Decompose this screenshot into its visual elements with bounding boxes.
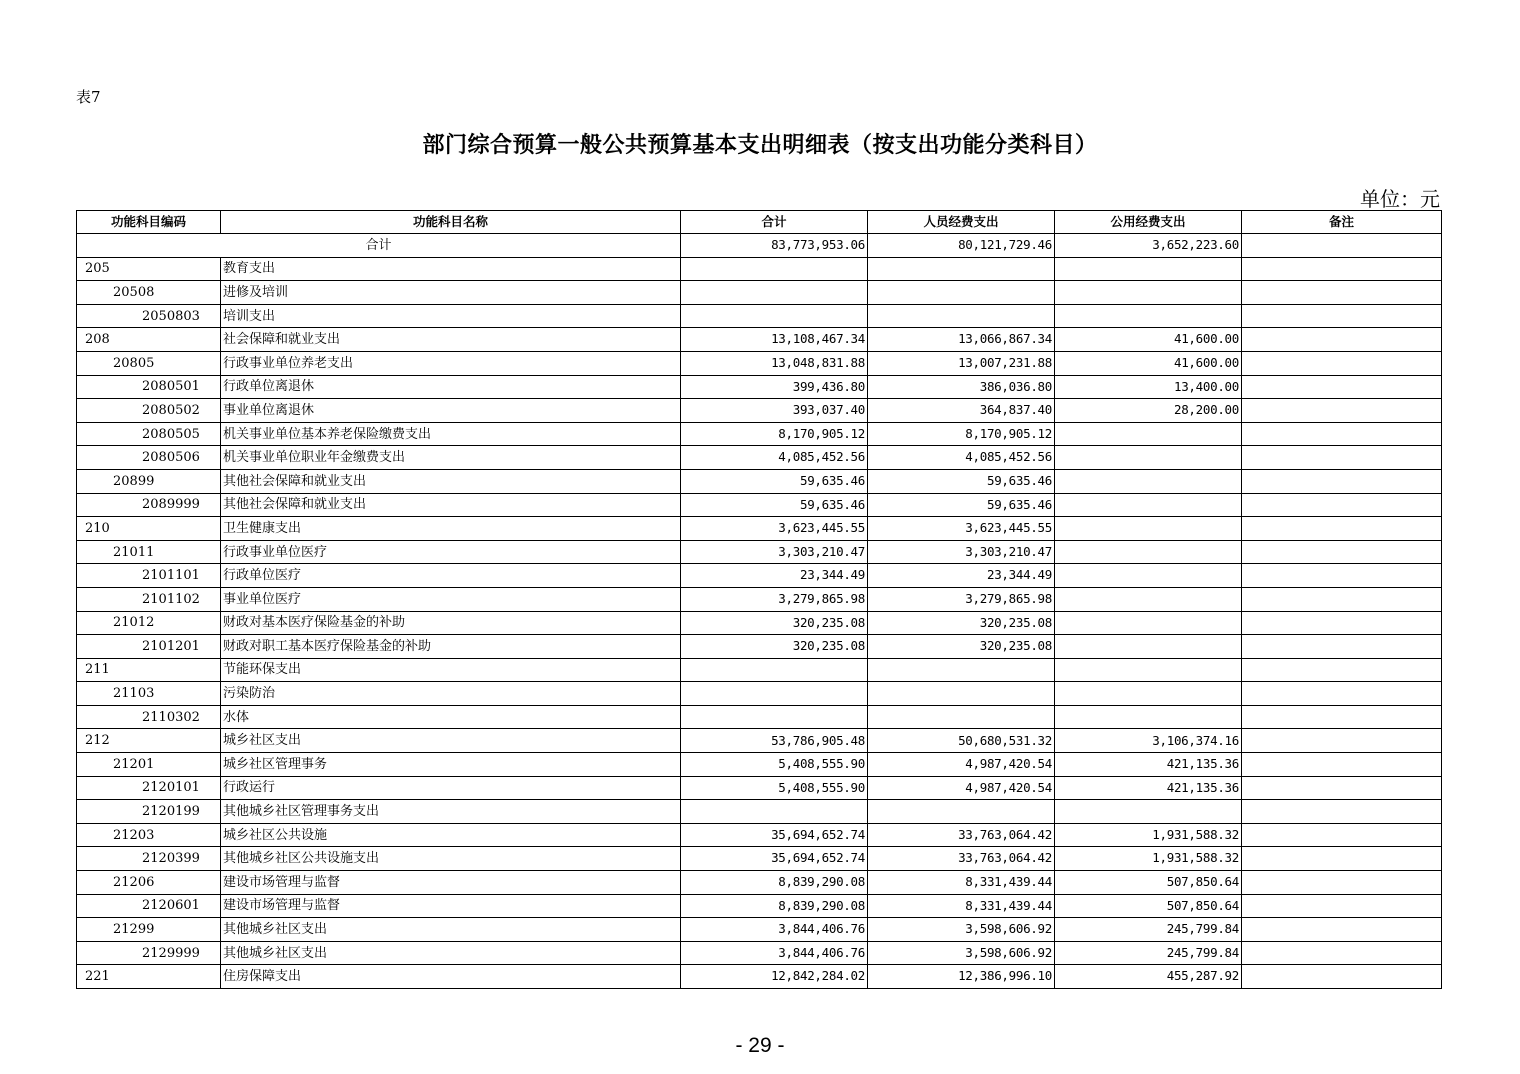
row-code: 20899: [77, 469, 221, 493]
total-row-note: [1242, 234, 1442, 258]
row-public: 507,850.64: [1055, 871, 1242, 895]
table-header-row: [77, 211, 1442, 234]
row-note: [1242, 611, 1442, 635]
row-name: 其他城乡社区管理事务支出: [221, 800, 681, 824]
row-personnel: 33,763,064.42: [868, 823, 1055, 847]
table-row: [77, 682, 1442, 706]
row-public: 3,106,374.16: [1055, 729, 1242, 753]
page-title: 部门综合预算一般公共预算基本支出明细表（按支出功能分类科目）: [422, 133, 1098, 158]
row-name: 其他社会保障和就业支出: [221, 469, 681, 493]
row-personnel: [868, 800, 1055, 824]
header-code: 功能科目编码: [77, 211, 221, 234]
table-row: [77, 540, 1442, 564]
row-code: 2120101: [77, 776, 221, 800]
row-total: [681, 658, 868, 682]
row-code: 21206: [77, 871, 221, 895]
table-row: [77, 493, 1442, 517]
row-code: 211: [77, 658, 221, 682]
row-code: 2080501: [77, 375, 221, 399]
row-public: [1055, 422, 1242, 446]
row-code: 208: [77, 328, 221, 352]
row-personnel: 3,598,606.92: [868, 941, 1055, 965]
row-code: 2101102: [77, 587, 221, 611]
row-code: 20508: [77, 281, 221, 305]
row-note: [1242, 257, 1442, 281]
row-personnel: 59,635.46: [868, 469, 1055, 493]
total-row-personnel: 80,121,729.46: [868, 234, 1055, 258]
row-note: [1242, 635, 1442, 659]
row-code: 2120199: [77, 800, 221, 824]
table-row: [77, 351, 1442, 375]
row-personnel: [868, 705, 1055, 729]
row-code: 2120399: [77, 847, 221, 871]
row-personnel: 12,386,996.10: [868, 965, 1055, 989]
row-personnel: 386,036.80: [868, 375, 1055, 399]
row-total: 12,842,284.02: [681, 965, 868, 989]
table-row: [77, 705, 1442, 729]
table-row: [77, 729, 1442, 753]
row-public: [1055, 493, 1242, 517]
row-note: [1242, 446, 1442, 470]
table-row: [77, 469, 1442, 493]
table-row: [77, 375, 1442, 399]
row-personnel: 59,635.46: [868, 493, 1055, 517]
total-row-public: 3,652,223.60: [1055, 234, 1242, 258]
row-code: 20805: [77, 351, 221, 375]
table-row: [77, 776, 1442, 800]
row-name: 行政事业单位医疗: [221, 540, 681, 564]
total-row-label: 合计: [77, 234, 681, 258]
table-row: [77, 611, 1442, 635]
row-total: 8,839,290.08: [681, 871, 868, 895]
row-code: 2080502: [77, 399, 221, 423]
row-note: [1242, 493, 1442, 517]
row-note: [1242, 800, 1442, 824]
row-note: [1242, 422, 1442, 446]
row-personnel: 8,331,439.44: [868, 871, 1055, 895]
row-total: 393,037.40: [681, 399, 868, 423]
table-row: [77, 635, 1442, 659]
row-public: [1055, 800, 1242, 824]
row-code: 2101201: [77, 635, 221, 659]
row-code: 205: [77, 257, 221, 281]
row-total: 8,170,905.12: [681, 422, 868, 446]
row-code: 2129999: [77, 941, 221, 965]
row-personnel: 50,680,531.32: [868, 729, 1055, 753]
row-note: [1242, 587, 1442, 611]
row-name: 其他城乡社区支出: [221, 918, 681, 942]
row-total: 320,235.08: [681, 635, 868, 659]
row-note: [1242, 871, 1442, 895]
row-total: [681, 705, 868, 729]
row-code: 2089999: [77, 493, 221, 517]
unit-label: 单位：元: [1360, 187, 1440, 211]
row-name: 其他城乡社区支出: [221, 941, 681, 965]
row-note: [1242, 682, 1442, 706]
table-row: [77, 517, 1442, 541]
table-row: [77, 304, 1442, 328]
row-name: 卫生健康支出: [221, 517, 681, 541]
row-name: 城乡社区支出: [221, 729, 681, 753]
row-name: 财政对基本医疗保险基金的补助: [221, 611, 681, 635]
row-public: [1055, 611, 1242, 635]
row-public: [1055, 658, 1242, 682]
table-label: 表7: [76, 88, 101, 106]
row-public: [1055, 469, 1242, 493]
table-row: [77, 446, 1442, 470]
total-row: [77, 234, 1442, 258]
row-name: 建设市场管理与监督: [221, 871, 681, 895]
row-note: [1242, 965, 1442, 989]
row-name: 节能环保支出: [221, 658, 681, 682]
row-personnel: 3,303,210.47: [868, 540, 1055, 564]
row-public: 421,135.36: [1055, 776, 1242, 800]
row-personnel: 3,623,445.55: [868, 517, 1055, 541]
row-personnel: 4,987,420.54: [868, 753, 1055, 777]
row-name: 城乡社区公共设施: [221, 823, 681, 847]
row-note: [1242, 469, 1442, 493]
row-total: 4,085,452.56: [681, 446, 868, 470]
row-total: [681, 304, 868, 328]
header-name: 功能科目名称: [221, 211, 681, 234]
row-name: 行政运行: [221, 776, 681, 800]
row-total: [681, 682, 868, 706]
row-note: [1242, 705, 1442, 729]
row-name: 机关事业单位职业年金缴费支出: [221, 446, 681, 470]
row-note: [1242, 894, 1442, 918]
row-note: [1242, 729, 1442, 753]
row-personnel: 4,085,452.56: [868, 446, 1055, 470]
row-code: 2080505: [77, 422, 221, 446]
row-note: [1242, 281, 1442, 305]
row-personnel: 23,344.49: [868, 564, 1055, 588]
row-name: 水体: [221, 705, 681, 729]
row-code: 210: [77, 517, 221, 541]
row-personnel: [868, 658, 1055, 682]
row-total: 23,344.49: [681, 564, 868, 588]
row-name: 培训支出: [221, 304, 681, 328]
row-personnel: 13,007,231.88: [868, 351, 1055, 375]
row-total: 35,694,652.74: [681, 847, 868, 871]
row-public: [1055, 705, 1242, 729]
row-code: 21012: [77, 611, 221, 635]
row-personnel: 13,066,867.34: [868, 328, 1055, 352]
row-code: 212: [77, 729, 221, 753]
row-total: 3,844,406.76: [681, 918, 868, 942]
row-personnel: [868, 281, 1055, 305]
row-public: 28,200.00: [1055, 399, 1242, 423]
row-name: 行政单位医疗: [221, 564, 681, 588]
row-name: 住房保障支出: [221, 965, 681, 989]
row-personnel: [868, 257, 1055, 281]
row-public: [1055, 635, 1242, 659]
table-row: [77, 965, 1442, 989]
row-name: 进修及培训: [221, 281, 681, 305]
row-note: [1242, 399, 1442, 423]
row-name: 事业单位离退休: [221, 399, 681, 423]
table-row: [77, 871, 1442, 895]
row-name: 行政事业单位养老支出: [221, 351, 681, 375]
row-public: 1,931,588.32: [1055, 847, 1242, 871]
row-total: 3,623,445.55: [681, 517, 868, 541]
row-note: [1242, 304, 1442, 328]
row-note: [1242, 351, 1442, 375]
row-note: [1242, 847, 1442, 871]
header-public: 公用经费支出: [1055, 211, 1242, 234]
row-total: 59,635.46: [681, 469, 868, 493]
table-row: [77, 328, 1442, 352]
row-total: 8,839,290.08: [681, 894, 868, 918]
row-note: [1242, 753, 1442, 777]
row-public: 455,287.92: [1055, 965, 1242, 989]
row-code: 21201: [77, 753, 221, 777]
row-note: [1242, 941, 1442, 965]
row-public: [1055, 587, 1242, 611]
row-name: 社会保障和就业支出: [221, 328, 681, 352]
row-personnel: 3,598,606.92: [868, 918, 1055, 942]
table-row: [77, 918, 1442, 942]
table-row: [77, 422, 1442, 446]
row-public: [1055, 281, 1242, 305]
row-name: 其他社会保障和就业支出: [221, 493, 681, 517]
row-note: [1242, 823, 1442, 847]
row-name: 机关事业单位基本养老保险缴费支出: [221, 422, 681, 446]
row-name: 其他城乡社区公共设施支出: [221, 847, 681, 871]
row-personnel: 4,987,420.54: [868, 776, 1055, 800]
header-personnel: 人员经费支出: [868, 211, 1055, 234]
row-name: 财政对职工基本医疗保险基金的补助: [221, 635, 681, 659]
row-total: 3,303,210.47: [681, 540, 868, 564]
table-row: [77, 658, 1442, 682]
table-row: [77, 281, 1442, 305]
row-personnel: [868, 304, 1055, 328]
row-public: [1055, 304, 1242, 328]
table-row: [77, 800, 1442, 824]
row-note: [1242, 564, 1442, 588]
row-code: 2110302: [77, 705, 221, 729]
row-public: 245,799.84: [1055, 941, 1242, 965]
row-public: 13,400.00: [1055, 375, 1242, 399]
total-row-total: 83,773,953.06: [681, 234, 868, 258]
row-personnel: 320,235.08: [868, 635, 1055, 659]
table-row: [77, 587, 1442, 611]
header-total: 合计: [681, 211, 868, 234]
table-row: [77, 823, 1442, 847]
row-total: 13,048,831.88: [681, 351, 868, 375]
row-code: 2050803: [77, 304, 221, 328]
budget-table: [76, 210, 1442, 989]
row-public: 507,850.64: [1055, 894, 1242, 918]
row-code: 2120601: [77, 894, 221, 918]
row-total: 3,279,865.98: [681, 587, 868, 611]
row-public: [1055, 682, 1242, 706]
row-note: [1242, 540, 1442, 564]
table-row: [77, 564, 1442, 588]
row-public: [1055, 257, 1242, 281]
row-total: 13,108,467.34: [681, 328, 868, 352]
row-public: [1055, 564, 1242, 588]
row-name: 事业单位医疗: [221, 587, 681, 611]
row-note: [1242, 658, 1442, 682]
table-row: [77, 941, 1442, 965]
row-personnel: [868, 682, 1055, 706]
row-total: [681, 257, 868, 281]
row-code: 21011: [77, 540, 221, 564]
row-public: 41,600.00: [1055, 328, 1242, 352]
row-public: [1055, 517, 1242, 541]
row-total: 320,235.08: [681, 611, 868, 635]
row-total: 59,635.46: [681, 493, 868, 517]
row-name: 污染防治: [221, 682, 681, 706]
row-code: 21103: [77, 682, 221, 706]
row-total: 35,694,652.74: [681, 823, 868, 847]
row-note: [1242, 517, 1442, 541]
row-total: 53,786,905.48: [681, 729, 868, 753]
table-row: [77, 753, 1442, 777]
row-public: [1055, 540, 1242, 564]
row-personnel: 3,279,865.98: [868, 587, 1055, 611]
row-public: 245,799.84: [1055, 918, 1242, 942]
row-public: 421,135.36: [1055, 753, 1242, 777]
row-public: 41,600.00: [1055, 351, 1242, 375]
row-name: 城乡社区管理事务: [221, 753, 681, 777]
row-total: 399,436.80: [681, 375, 868, 399]
table-row: [77, 847, 1442, 871]
row-note: [1242, 375, 1442, 399]
row-code: 21203: [77, 823, 221, 847]
row-total: 5,408,555.90: [681, 776, 868, 800]
row-code: 2101101: [77, 564, 221, 588]
row-total: [681, 800, 868, 824]
header-note: 备注: [1242, 211, 1442, 234]
row-total: 5,408,555.90: [681, 753, 868, 777]
row-personnel: 320,235.08: [868, 611, 1055, 635]
table-row: [77, 399, 1442, 423]
row-personnel: 8,170,905.12: [868, 422, 1055, 446]
page-number: - 29 -: [735, 1034, 785, 1057]
table-row: [77, 894, 1442, 918]
row-public: [1055, 446, 1242, 470]
row-note: [1242, 918, 1442, 942]
row-personnel: 364,837.40: [868, 399, 1055, 423]
row-name: 教育支出: [221, 257, 681, 281]
row-personnel: 33,763,064.42: [868, 847, 1055, 871]
row-note: [1242, 776, 1442, 800]
row-note: [1242, 328, 1442, 352]
row-name: 行政单位离退休: [221, 375, 681, 399]
row-public: 1,931,588.32: [1055, 823, 1242, 847]
row-personnel: 8,331,439.44: [868, 894, 1055, 918]
row-total: [681, 281, 868, 305]
row-code: 2080506: [77, 446, 221, 470]
row-name: 建设市场管理与监督: [221, 894, 681, 918]
table-row: [77, 257, 1442, 281]
row-code: 221: [77, 965, 221, 989]
row-code: 21299: [77, 918, 221, 942]
row-total: 3,844,406.76: [681, 941, 868, 965]
